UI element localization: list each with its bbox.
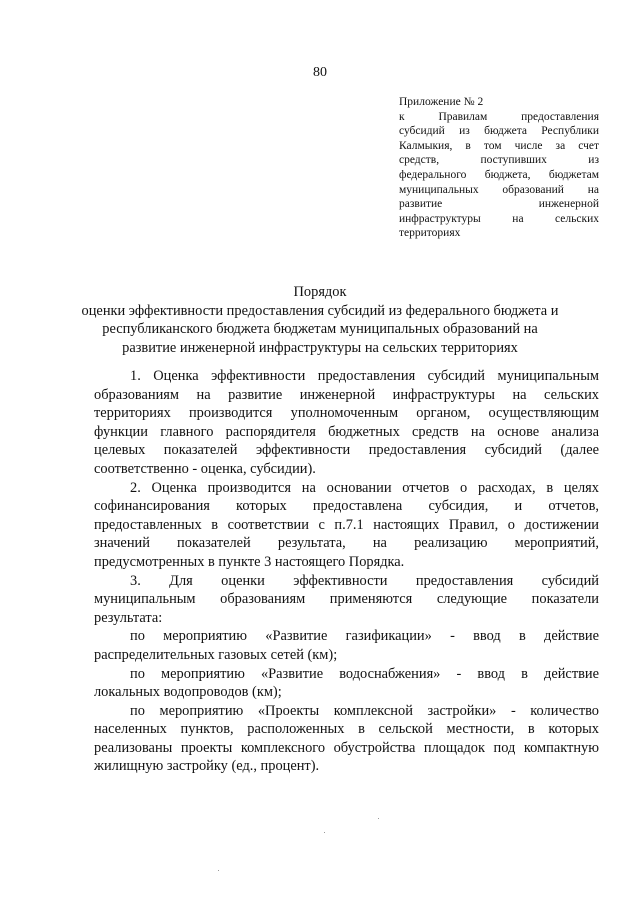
document-body xyxy=(94,367,599,776)
result-item-development-line: населенных пунктов, расположенных в сельской местности, в которых xyxy=(94,721,599,738)
result-item-gas-line: по мероприятию «Развитие газификации» - ввод в действие xyxy=(130,628,599,645)
appendix-line: средств, поступивших из xyxy=(399,154,599,167)
appendix-line: развитие инженерной xyxy=(399,198,599,211)
appendix-line: федерального бюджета, бюджетам xyxy=(399,168,599,181)
appendix-line: субсидий из бюджета Республики xyxy=(399,125,599,138)
paragraph-1-line: целевых показателей эффективности предоставления субсидий (далее xyxy=(94,442,599,459)
result-item-development-line: жилищную застройку (ед., процент). xyxy=(94,758,320,775)
paragraph-3-line: муниципальным образованиям применяются следующие показатели xyxy=(94,591,599,608)
result-item-development-line: реализованы проекты комплексного обустройства площадок под компактную xyxy=(94,739,599,756)
title-line: развитие инженерной инфраструктуры на сельских территориях xyxy=(122,339,518,356)
scan-speck xyxy=(218,870,219,871)
appendix-line: к Правилам предоставления xyxy=(399,110,599,123)
appendix-line: инфраструктуры на сельских xyxy=(399,212,599,225)
paragraph-1-line: функции главного распорядителя бюджетных средств на основе анализа xyxy=(94,423,599,440)
paragraph-1-line: образованиям на развитие инженерной инфраструктуры на сельских xyxy=(94,386,599,403)
scan-speck xyxy=(324,832,325,833)
appendix-line: Приложение № 2 xyxy=(399,96,484,108)
paragraph-2-line: 2. Оценка производится на основании отчетов о расходах, в целях xyxy=(130,479,599,496)
appendix-line: Калмыкия, в том числе за счет xyxy=(399,139,599,152)
result-item-water-line: локальных водопроводов (км); xyxy=(94,684,282,701)
paragraph-3-line: результата: xyxy=(94,609,163,626)
page-number: 80 xyxy=(313,65,327,80)
document-title xyxy=(0,283,640,357)
paragraph-3-line: 3. Для оценки эффективности предоставления субсидий xyxy=(130,572,599,589)
paragraph-2-line: предоставленных в соответствии с п.7.1 настоящих Правил, о достижении xyxy=(94,516,599,533)
paragraph-1-line: соответственно - оценка, субсидии). xyxy=(94,460,316,477)
title-line: оценки эффективности предоставления субсидий из федерального бюджета и xyxy=(81,302,559,319)
paragraph-2-line: предусмотренных в пункте 3 настоящего Порядка. xyxy=(94,553,405,570)
paragraph-2-line: значений показателей результата, на реализацию мероприятий, xyxy=(94,535,599,552)
result-item-development-line: по мероприятию «Проекты комплексной застройки» - количество xyxy=(130,702,599,719)
appendix-header xyxy=(399,95,599,241)
appendix-line: муниципальных образований на xyxy=(399,183,599,196)
paragraph-1-line: территориях производится уполномоченным органом, осуществляющим xyxy=(94,405,599,422)
appendix-line: территориях xyxy=(399,227,461,240)
result-item-gas-line: распределительных газовых сетей (км); xyxy=(94,646,338,663)
title-line: Порядок xyxy=(293,284,347,300)
title-line: республиканского бюджета бюджетам муниципальных образований на xyxy=(102,321,538,338)
scan-speck xyxy=(378,818,379,819)
result-item-water-line: по мероприятию «Развитие водоснабжения» - ввод в действие xyxy=(130,665,599,682)
paragraph-1-line: 1. Оценка эффективности предоставления субсидий муниципальным xyxy=(130,368,599,384)
paragraph-2-line: софинансирования которых предоставлена субсидия, и отчетов, xyxy=(94,498,599,515)
